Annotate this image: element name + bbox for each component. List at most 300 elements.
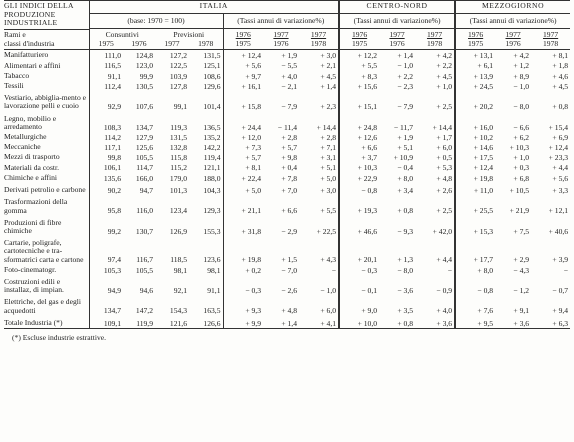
- table-cell: 121,1: [203, 163, 221, 173]
- table-cell: + 6,1: [455, 61, 495, 71]
- table-cell: − 1,0: [513, 81, 530, 91]
- rate-top-3: 1977: [542, 30, 559, 40]
- table-cell: + 13,9: [455, 71, 495, 81]
- table-cell: + 15,6: [339, 81, 379, 91]
- table-cell: + 6,0: [436, 143, 453, 152]
- rate-top-2: 1977: [505, 30, 521, 40]
- row-label: Metallurgiche: [4, 132, 47, 141]
- table-cell: + 42,0: [432, 226, 453, 236]
- table-cell: + 7,5: [513, 226, 530, 236]
- table-cell: + 8,1: [552, 51, 569, 61]
- rate-bottom-1: 1975: [223, 40, 263, 50]
- table-cell: + 4,2: [513, 51, 530, 61]
- table-cell: + 5,7: [281, 143, 297, 152]
- table-cell: 117,1: [89, 142, 123, 152]
- rate-top-1: 1976: [455, 29, 495, 40]
- table-cell: 101,4: [203, 102, 221, 112]
- table-cell: + 3,0: [320, 186, 337, 196]
- table-cell: 94,9: [89, 275, 123, 295]
- table-cell: + 0,8: [397, 206, 414, 216]
- table-cell: − 0,3: [223, 275, 263, 295]
- table-cell: + 9,8: [281, 153, 297, 163]
- table-row: [4, 295, 570, 315]
- table-cell: + 4,5: [436, 71, 453, 81]
- table-cell: + 4,6: [552, 71, 569, 81]
- table-row: [4, 195, 570, 215]
- table-cell: + 3,6: [513, 318, 530, 328]
- base-note: (base: 1970 = 100): [89, 13, 223, 29]
- table-cell: − 0,9: [436, 286, 453, 296]
- table-cell: 127,8: [169, 81, 187, 91]
- table-cell: + 3,5: [397, 306, 414, 316]
- table-cell: + 2,1: [320, 61, 337, 71]
- table-cell: 91,1: [89, 71, 123, 81]
- table-cell: 126,9: [169, 226, 187, 236]
- rate-top-1: 1976: [223, 29, 263, 40]
- table-cell: + 8,0: [455, 265, 495, 275]
- table-cell: + 0,2: [223, 265, 263, 275]
- row-label: Totale Industria (*): [4, 318, 63, 328]
- row-label: Elettriche, del gas e degli acquedotti: [4, 297, 81, 315]
- table-cell: + 10,5: [509, 186, 530, 196]
- table-body: [4, 50, 570, 329]
- consuntivi-label: Consuntivi: [89, 29, 155, 40]
- row-label: Tabacco: [4, 70, 30, 80]
- table-cell: 163,5: [203, 306, 221, 316]
- table-row: [4, 91, 570, 111]
- table-cell: 124,8: [135, 51, 153, 61]
- table-cell: −: [563, 265, 569, 275]
- table-cell: + 2,2: [436, 61, 453, 71]
- table-cell: 188,0: [203, 173, 221, 183]
- year-1978: 1978: [198, 39, 214, 48]
- table-cell: 103,9: [169, 71, 187, 81]
- table-row: [4, 81, 570, 91]
- table-cell: + 22,9: [339, 173, 379, 183]
- table-cell: + 5,5: [339, 61, 379, 71]
- rate-bottom-1: 1975: [339, 40, 379, 50]
- table-cell: + 4,4: [552, 163, 569, 173]
- rate-bottom-2: 1976: [505, 39, 521, 49]
- table-row: [4, 316, 570, 329]
- table-cell: + 9,5: [455, 316, 495, 329]
- table-cell: 123,4: [169, 206, 187, 216]
- table-cell: + 4,1: [320, 318, 337, 328]
- table-cell: − 0,4: [397, 163, 414, 173]
- table-cell: 121,6: [169, 318, 187, 328]
- rate-bottom-1: 1975: [455, 40, 495, 50]
- table-cell: + 3,1: [320, 153, 337, 163]
- table-cell: 105,5: [135, 265, 153, 275]
- table-cell: + 3,6: [436, 318, 453, 328]
- table-cell: + 5,1: [320, 163, 337, 173]
- table-cell: 108,3: [89, 112, 123, 132]
- table-cell: + 9,3: [223, 295, 263, 315]
- table-cell: + 20,1: [339, 236, 379, 265]
- table-cell: 125,1: [203, 61, 221, 71]
- table-cell: + 3,4: [397, 186, 414, 196]
- table-cell: 95,8: [89, 195, 123, 215]
- table-cell: − 1,2: [513, 286, 530, 296]
- table-cell: + 7,0: [281, 186, 297, 196]
- table-cell: + 4,5: [552, 81, 569, 91]
- year-1975: 1975: [89, 40, 123, 50]
- table-cell: + 5,6: [223, 61, 263, 71]
- table-cell: + 7,8: [281, 173, 297, 183]
- table-cell: 98,1: [207, 265, 221, 275]
- row-label: Derivati petrolio e carbone: [4, 185, 86, 195]
- production-index-table: [4, 0, 570, 342]
- rate-top-2: 1977: [273, 30, 289, 40]
- table-cell: + 10,0: [339, 316, 379, 329]
- rates-label-italia: (Tassi annui di variazione%): [223, 13, 339, 29]
- table-cell: + 21,9: [509, 206, 530, 216]
- table-cell: + 4,3: [320, 255, 337, 265]
- table-cell: + 14,4: [316, 122, 337, 132]
- table-cell: + 1,9: [397, 132, 414, 142]
- table-cell: − 5,5: [281, 61, 297, 71]
- table-cell: + 16,1: [223, 81, 263, 91]
- table-cell: 131,5: [169, 132, 187, 142]
- table-cell: + 5,7: [223, 152, 263, 162]
- table-cell: + 0,5: [436, 153, 453, 163]
- table-cell: − 1,0: [397, 61, 414, 71]
- rate-bottom-3: 1978: [542, 39, 559, 49]
- table-cell: − 7,0: [281, 265, 297, 275]
- table-cell: 134,7: [135, 122, 153, 132]
- table-cell: + 2,6: [436, 186, 453, 196]
- table-cell: 135,2: [203, 132, 221, 142]
- rate-top-3: 1977: [310, 30, 327, 40]
- table-cell: + 4,4: [436, 255, 453, 265]
- table-cell: + 6,8: [513, 173, 530, 183]
- table-row: [4, 132, 570, 142]
- table-cell: 104,3: [203, 186, 221, 196]
- row-label: Trasformazioni della gomma: [4, 197, 68, 215]
- row-label: Meccaniche: [4, 142, 41, 152]
- table-cell: + 9,1: [513, 306, 530, 316]
- rates-label-mezzogiorno: (Tassi annui di variazione%): [455, 13, 570, 29]
- table-cell: − 2,3: [397, 81, 414, 91]
- table-cell: 98,1: [173, 265, 187, 275]
- table-cell: − 0,7: [552, 286, 569, 296]
- table-cell: + 5,0: [320, 173, 337, 183]
- table-row: [4, 71, 570, 81]
- group-italia: ITALIA: [89, 1, 339, 14]
- table-cell: 123,0: [135, 61, 153, 71]
- table-cell: 99,1: [173, 102, 187, 112]
- table-cell: + 4,0: [436, 306, 453, 316]
- row-label: Tessili: [4, 80, 24, 90]
- table-cell: + 6,3: [552, 318, 569, 328]
- table-cell: + 6,2: [513, 132, 530, 142]
- table-cell: + 1,9: [281, 51, 297, 61]
- table-cell: + 1,4: [320, 81, 337, 91]
- table-cell: + 1,7: [436, 132, 453, 142]
- year-1977: 1977: [164, 39, 180, 48]
- row-label: Legno, mobilio e arredamento: [4, 113, 57, 131]
- table-cell: 114,2: [89, 132, 123, 142]
- table-cell: + 22,4: [223, 173, 263, 183]
- row-label: Materiali da costr.: [4, 162, 60, 172]
- rate-bottom-3: 1978: [426, 39, 443, 49]
- table-row: [4, 152, 570, 162]
- table-row: [4, 61, 570, 71]
- table-cell: + 2,2: [397, 71, 414, 81]
- table-cell: 90,2: [89, 183, 123, 195]
- table-cell: + 2,8: [281, 132, 297, 142]
- table-cell: + 10,3: [509, 143, 530, 152]
- table-cell: + 5,0: [223, 183, 263, 195]
- table-cell: + 15,4: [548, 122, 569, 132]
- table-cell: + 1,8: [552, 61, 569, 71]
- table-cell: + 2,5: [436, 206, 453, 216]
- table-cell: 179,0: [169, 173, 187, 183]
- table-row: [4, 265, 570, 275]
- table-cell: + 2,3: [320, 102, 337, 112]
- previsioni-label: Previsioni: [173, 30, 205, 40]
- table-cell: + 3,7: [339, 152, 379, 162]
- table-cell: 105,5: [135, 153, 153, 163]
- rami-label: Rami e classi d'industria: [4, 30, 55, 48]
- table-cell: + 10,2: [455, 132, 495, 142]
- table-cell: 126,6: [203, 318, 221, 328]
- table-cell: + 1,2: [513, 61, 530, 71]
- table-cell: 99,9: [139, 71, 153, 81]
- table-cell: + 0,3: [513, 163, 530, 173]
- table-row: [4, 216, 570, 236]
- table-cell: 154,3: [169, 306, 187, 316]
- table-cell: − 11,7: [393, 122, 414, 132]
- rate-top-3: 1977: [426, 30, 443, 40]
- table-cell: − 0,3: [339, 265, 379, 275]
- row-label: Cartarie, poligrafe, cartotecniche e tra-sformatrici carta e cartone: [4, 238, 84, 264]
- table-cell: −: [447, 265, 453, 275]
- table-cell: 105,3: [89, 265, 123, 275]
- table-cell: 122,5: [169, 61, 187, 71]
- table-cell: − 1,0: [320, 286, 337, 296]
- table-cell: + 1,0: [513, 153, 530, 163]
- footnote: (*) Escluse industrie estrattive.: [12, 333, 107, 343]
- table-row: [4, 112, 570, 132]
- row-label: Mezzi di trasporto: [4, 152, 60, 162]
- table-cell: + 0,4: [281, 163, 297, 173]
- table-cell: + 4,8: [281, 306, 297, 316]
- table-cell: 119,9: [136, 318, 153, 328]
- table-cell: − 8,0: [513, 102, 530, 112]
- table-cell: − 0,8: [339, 183, 379, 195]
- rate-bottom-2: 1976: [273, 39, 289, 49]
- table-cell: + 9,7: [223, 71, 263, 81]
- table-cell: 97,4: [89, 236, 123, 265]
- table-cell: + 3,0: [320, 51, 337, 61]
- table-cell: + 12,4: [223, 50, 263, 61]
- table-cell: 116,0: [136, 206, 153, 216]
- table-cell: + 12,0: [223, 132, 263, 142]
- table-cell: + 0,8: [397, 318, 414, 328]
- group-centro-nord: CENTRO-NORD: [339, 1, 455, 14]
- table-cell: + 15,1: [339, 91, 379, 111]
- table-cell: + 4,8: [436, 173, 453, 183]
- table-cell: − 11,4: [277, 122, 297, 132]
- table-cell: + 4,2: [436, 51, 453, 61]
- table-row: [4, 275, 570, 295]
- table-cell: + 17,7: [455, 236, 495, 265]
- table-cell: + 8,9: [513, 71, 530, 81]
- table-cell: + 19,8: [223, 236, 263, 265]
- row-label: Costruzioni edili e installaz, di impian.: [4, 277, 64, 295]
- row-label: Chimiche e affini: [4, 172, 58, 182]
- table-cell: 91,1: [207, 286, 221, 296]
- table-cell: + 5,5: [320, 206, 337, 216]
- table-cell: + 19,3: [339, 195, 379, 215]
- table-cell: + 5,6: [552, 173, 569, 183]
- table-cell: + 24,5: [455, 81, 495, 91]
- table-cell: 99,2: [89, 216, 123, 236]
- table-cell: 92,1: [173, 286, 187, 296]
- row-label: Foto-cinematogr.: [4, 264, 57, 274]
- table-cell: − 7,9: [397, 102, 414, 112]
- table-cell: + 19,8: [455, 173, 495, 183]
- table-cell: − 7,9: [281, 102, 297, 112]
- table-cell: + 2,5: [436, 102, 453, 112]
- table-cell: + 6,6: [339, 142, 379, 152]
- table-cell: 111,0: [89, 50, 123, 61]
- table-title: GLI INDICI DELLA PRODUZIONE INDUSTRIALE: [4, 1, 89, 30]
- table-cell: 108,6: [203, 71, 221, 81]
- table-cell: + 11,0: [455, 183, 495, 195]
- table-cell: − 0,8: [455, 275, 495, 295]
- table-cell: + 40,6: [548, 226, 569, 236]
- table-cell: + 25,5: [455, 195, 495, 215]
- table-cell: 94,6: [139, 286, 153, 296]
- table-cell: + 8,1: [223, 163, 263, 173]
- table-cell: 129,3: [203, 206, 221, 216]
- table-cell: 94,7: [139, 186, 153, 196]
- table-cell: 116,7: [136, 255, 153, 265]
- table-cell: 147,2: [135, 306, 153, 316]
- table-cell: + 10,9: [393, 153, 414, 163]
- table-cell: + 23,3: [548, 153, 569, 163]
- table-cell: + 5,3: [436, 163, 453, 173]
- table-cell: + 0,8: [552, 102, 569, 112]
- table-cell: + 6,6: [281, 206, 297, 216]
- table-cell: 106,1: [89, 163, 123, 173]
- table-cell: − 9,3: [397, 226, 414, 236]
- table-cell: − 2,9: [281, 226, 297, 236]
- table-cell: + 21,1: [223, 195, 263, 215]
- table-cell: 129,6: [203, 81, 221, 91]
- table-cell: − 2,1: [281, 81, 297, 91]
- table-cell: + 7,3: [223, 142, 263, 152]
- table-cell: 112,4: [89, 81, 123, 91]
- table-cell: + 4,0: [281, 71, 297, 81]
- table-cell: 134,7: [89, 295, 123, 315]
- table-cell: + 12,2: [339, 50, 379, 61]
- table-cell: 127,9: [135, 132, 153, 142]
- rate-bottom-2: 1976: [389, 39, 405, 49]
- table-cell: + 17,5: [455, 152, 495, 162]
- row-label: Manifatturiero: [4, 50, 49, 60]
- table-cell: − 3,6: [397, 286, 414, 296]
- table-cell: + 20,2: [455, 91, 495, 111]
- table-cell: + 8,3: [339, 71, 379, 81]
- table-cell: + 1,3: [397, 255, 414, 265]
- table-cell: 132,8: [169, 143, 187, 152]
- table-cell: + 1,0: [436, 81, 453, 91]
- table-row: [4, 183, 570, 195]
- table-cell: + 24,8: [339, 112, 379, 132]
- table-row: [4, 50, 570, 61]
- table-cell: + 12,6: [339, 132, 379, 142]
- table-cell: + 7,6: [455, 295, 495, 315]
- table-cell: −: [331, 265, 337, 275]
- table-cell: + 1,4: [281, 318, 297, 328]
- table-cell: 127,2: [169, 51, 187, 61]
- table-cell: 130,7: [135, 226, 153, 236]
- table-cell: − 0,1: [339, 275, 379, 295]
- table-cell: + 4,5: [320, 71, 337, 81]
- row-label: Alimentari e affini: [4, 60, 61, 70]
- rate-bottom-3: 1978: [310, 39, 327, 49]
- table-cell: 131,5: [203, 51, 221, 61]
- table-cell: 115,2: [170, 163, 187, 173]
- table-cell: + 13,1: [455, 50, 495, 61]
- table-cell: + 2,9: [513, 255, 530, 265]
- table-cell: + 12,4: [548, 143, 569, 152]
- table-cell: + 1,5: [281, 255, 297, 265]
- table-cell: + 12,4: [455, 163, 495, 173]
- table-cell: 119,3: [170, 122, 187, 132]
- table-cell: + 1,4: [397, 51, 414, 61]
- table-cell: + 6,9: [552, 132, 569, 142]
- table-cell: 101,3: [169, 186, 187, 196]
- table-cell: 125,6: [135, 143, 153, 152]
- table-cell: + 2,8: [320, 132, 337, 142]
- table-cell: 135,6: [89, 173, 123, 183]
- table-cell: + 31,8: [223, 216, 263, 236]
- table-cell: + 6,0: [320, 306, 337, 316]
- table-cell: + 5,1: [397, 143, 414, 152]
- table-cell: + 9,9: [223, 316, 263, 329]
- table-cell: + 15,8: [223, 91, 263, 111]
- table-cell: + 12,1: [548, 206, 569, 216]
- table-cell: 109,1: [89, 316, 123, 329]
- table-cell: + 24,4: [223, 112, 263, 132]
- table-cell: 114,7: [136, 163, 153, 173]
- table-cell: + 14,6: [455, 142, 495, 152]
- year-1976: 1976: [131, 39, 147, 48]
- row-label: Vestiario, abbiglia-mento e lavorazione pelli e cuoio: [4, 93, 87, 111]
- table-cell: + 46,6: [339, 216, 379, 236]
- table-cell: + 3,3: [552, 186, 569, 196]
- row-label: Produzioni di fibre chimiche: [4, 217, 62, 236]
- table-cell: 107,6: [135, 102, 153, 112]
- rates-label-centro-nord: (Tassi annui di variazione%): [339, 13, 455, 29]
- table-cell: 92,9: [89, 91, 123, 111]
- table-cell: + 7,1: [320, 143, 337, 152]
- table-cell: + 9,0: [339, 295, 379, 315]
- table-cell: 142,2: [203, 143, 221, 152]
- table-cell: + 8,0: [397, 173, 414, 183]
- table-cell: 166,0: [135, 173, 153, 183]
- table-cell: + 9,4: [552, 306, 569, 316]
- table-row: [4, 163, 570, 173]
- table-cell: + 22,5: [316, 226, 337, 236]
- table-row: [4, 142, 570, 152]
- table-cell: + 15,3: [455, 216, 495, 236]
- table-cell: 118,5: [170, 255, 187, 265]
